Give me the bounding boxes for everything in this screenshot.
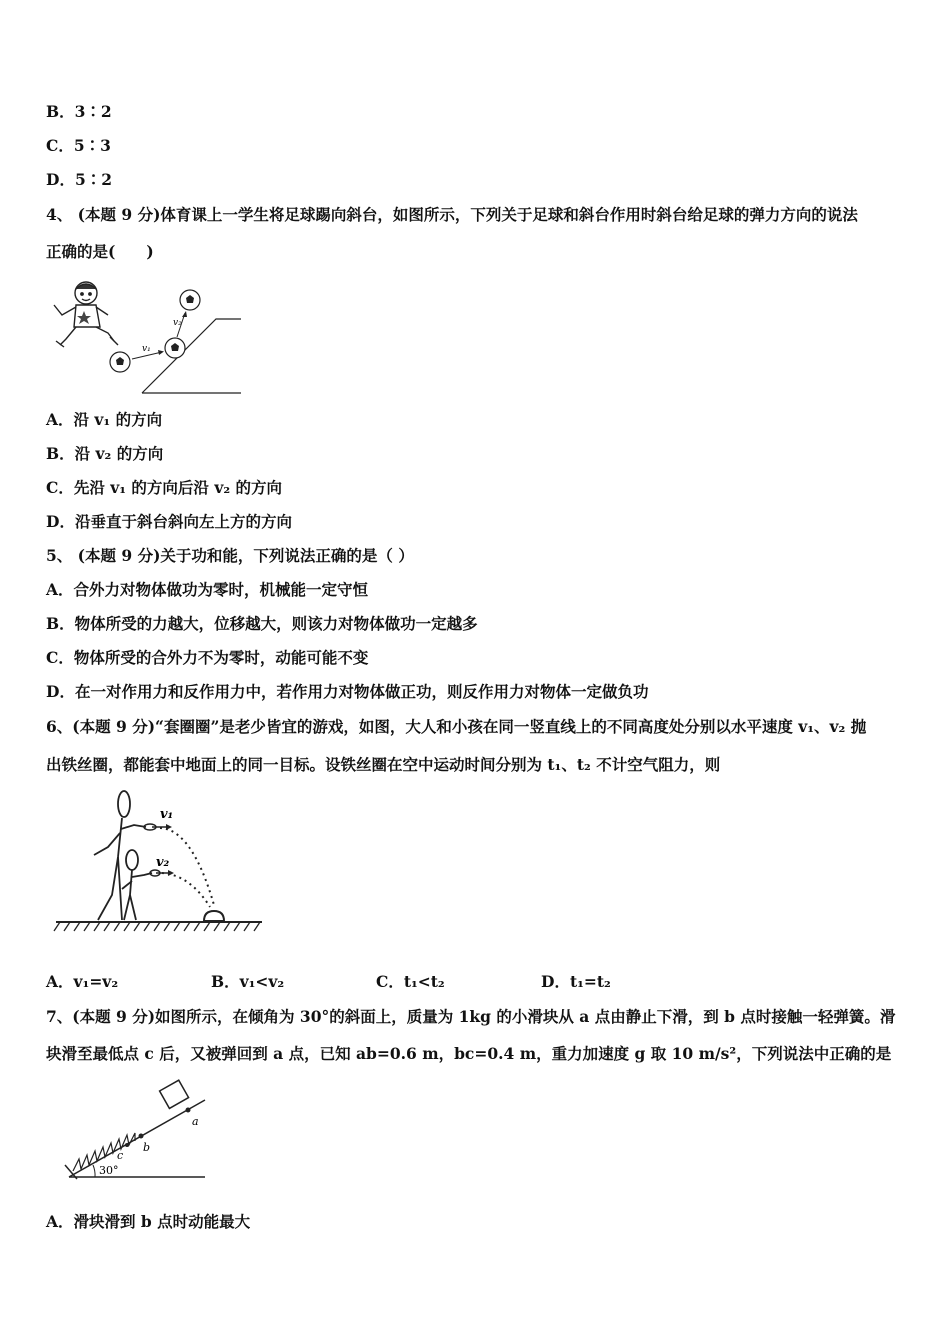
q3-option-d: D．5∶2 bbox=[46, 170, 113, 189]
v1-label: v₁ bbox=[160, 807, 174, 822]
q3-option-b: B．3∶2 bbox=[46, 102, 112, 121]
q5-option-b: B．物体所受的力越大，位移越大，则该力对物体做功一定越多 bbox=[46, 614, 478, 633]
adult-head bbox=[118, 791, 130, 817]
q5-stem: 5、 (本题 9 分)关于功和能，下列说法正确的是（ ） bbox=[46, 546, 414, 565]
v2-label: v₂ bbox=[156, 855, 170, 870]
q4-option-c: C．先沿 v₁ 的方向后沿 v₂ 的方向 bbox=[46, 478, 283, 497]
point-b bbox=[139, 1134, 144, 1139]
q6-stem-line1: 6、(本题 9 分)“套圈圈”是老少皆宜的游戏，如图，大人和小孩在同一竖直线上的不同高度处分别以水平速度 v₁、v₂ 抛 bbox=[46, 717, 867, 736]
child-head bbox=[126, 850, 138, 870]
soccer-ball-3 bbox=[180, 290, 200, 310]
label-c: c bbox=[117, 1149, 124, 1162]
angle-label: 30° bbox=[99, 1164, 119, 1177]
q7-stem-line1: 7、(本题 9 分)如图所示，在倾角为 30°的斜面上，质量为 1kg 的小滑块从 a 点由静止下滑，到 b 点时接触一轻弹簧。滑 bbox=[46, 1007, 896, 1026]
q4-stem-line1: 4、 (本题 9 分)体育课上一学生将足球踢向斜台，如图所示，下列关于足球和斜台作用时斜台给足球的弹力方向的说法 bbox=[46, 205, 858, 224]
sliding-block bbox=[160, 1080, 189, 1108]
q5-option-d: D．在一对作用力和反作用力中，若作用力对物体做正功，则反作用力对物体一定做负功 bbox=[46, 682, 649, 701]
trajectory-2 bbox=[162, 873, 210, 907]
point-a bbox=[186, 1108, 191, 1113]
q6-option-a: A．v₁=v₂ bbox=[46, 972, 119, 991]
q6-figure-ring-toss bbox=[52, 785, 267, 940]
q3-option-c: C．5∶3 bbox=[46, 136, 111, 155]
q7-stem-line2: 块滑至最低点 c 后，又被弹回到 a 点，已知 ab=0.6 m，bc=0.4 m，重力加速度 g 取 10 m/s²，下列说法中正确的是 bbox=[46, 1044, 892, 1063]
q6-option-b: B．v₁<v₂ bbox=[211, 972, 285, 991]
q4-option-b: B．沿 v₂ 的方向 bbox=[46, 444, 164, 463]
q5-option-c: C．物体所受的合外力不为零时，动能可能不变 bbox=[46, 648, 369, 667]
soccer-ball-1 bbox=[110, 352, 130, 372]
q6-stem-line2: 出铁丝圈，都能套中地面上的同一目标。设铁丝圈在空中运动时间分别为 t₁、t₂ 不计空气阻力，则 bbox=[46, 755, 721, 774]
point-c bbox=[125, 1143, 129, 1147]
q7-option-a: A．滑块滑到 b 点时动能最大 bbox=[46, 1212, 251, 1231]
student-figure bbox=[54, 282, 118, 347]
q7-figure-incline-spring bbox=[55, 1075, 220, 1195]
q4-stem-line2: 正确的是( ) bbox=[46, 242, 154, 261]
q6-option-d: D．t₁=t₂ bbox=[541, 972, 611, 991]
q4-option-a: A．沿 v₁ 的方向 bbox=[46, 410, 163, 429]
q5-option-a: A．合外力对物体做功为零时，机械能一定守恒 bbox=[46, 580, 369, 599]
v1-label: v₁ bbox=[142, 344, 151, 354]
q4-option-d: D．沿垂直于斜台斜向左上方的方向 bbox=[46, 512, 292, 531]
v2-label: v₂ bbox=[173, 318, 182, 328]
soccer-ball-2 bbox=[165, 338, 185, 358]
target-object bbox=[204, 911, 224, 921]
label-b: b bbox=[143, 1141, 151, 1154]
label-a: a bbox=[192, 1115, 199, 1128]
q4-figure-kick-ball bbox=[46, 275, 246, 400]
q6-option-c: C．t₁<t₂ bbox=[376, 972, 445, 991]
incline-slope bbox=[142, 319, 241, 393]
